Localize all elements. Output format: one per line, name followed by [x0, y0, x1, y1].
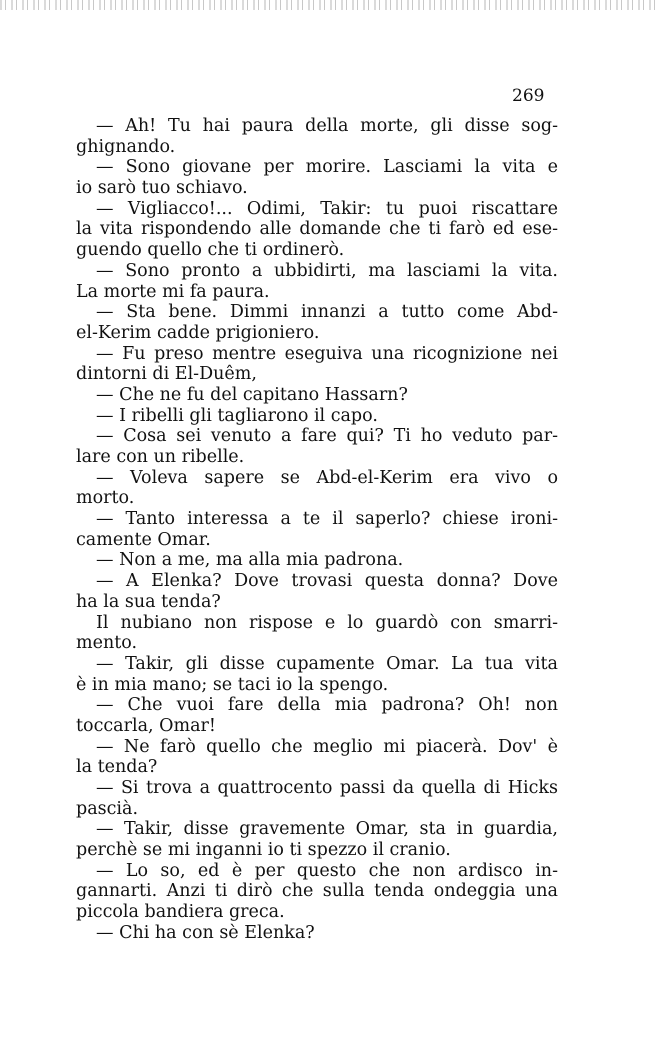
text-line: ghignando. [76, 136, 176, 157]
text-line: perchè se mi inganni io ti spezzo il cranio. [76, 840, 451, 861]
text-line: mento. [76, 633, 138, 654]
text-line: La morte mi fa paura. [76, 281, 270, 302]
text-line: Il nubiano non rispose e lo guardò con smarri- [96, 612, 558, 633]
text-line: — Voleva sapere se Abd-el-Kerim era vivo o [96, 467, 558, 488]
text-line: la tenda? [76, 757, 158, 778]
text-line: — Sono giovane per morire. Lasciami la vita e [96, 157, 558, 178]
text-line: toccarla, Omar! [76, 715, 216, 736]
text-block [76, 116, 558, 943]
text-line: — Che ne fu del capitano Hassarn? [96, 384, 408, 405]
page-number: 269 [512, 86, 545, 106]
text-line: camente Omar. [76, 529, 211, 550]
text-line: — Cosa sei venuto a fare qui? Ti ho veduto par- [96, 426, 558, 447]
text-line: lare con un ribelle. [76, 447, 245, 467]
text-line: guendo quello che ti ordinerò. [76, 240, 345, 261]
text-line: — I ribelli gli tagliarono il capo. [96, 405, 378, 426]
text-line: — Tanto interessa a te il saperlo? chiese ironi- [96, 509, 558, 530]
text-line: è in mia mano; se taci io la spengo. [76, 674, 389, 695]
text-line: — Sono pronto a ubbidirti, ma lasciami la vita. [96, 260, 558, 281]
text-line: — Takir, disse gravemente Omar, sta in guardia, [96, 819, 558, 840]
text-line: — Lo so, ed è per questo che non ardisco in- [96, 860, 558, 881]
text-line: gannarti. Anzi ti dirò che sulla tenda ondeggia una [76, 881, 558, 902]
page-top-edge [0, 0, 658, 10]
text-line: — Vigliacco!... Odimi, Takir: tu puoi riscattare [96, 198, 558, 219]
text-line: — Sta bene. Dimmi innanzi a tutto come Abd- [96, 302, 558, 323]
text-line: — Takir, gli disse cupamente Omar. La tua vita [96, 653, 558, 674]
text-line: — Ne farò quello che meglio mi piacerà. Dov' è [96, 736, 558, 757]
text-line: io sarò tuo schiavo. [76, 178, 248, 199]
text-line: ha la sua tenda? [76, 591, 221, 612]
text-line: — Si trova a quattrocento passi da quella di Hicks [96, 778, 558, 798]
text-line: — A Elenka? Dove trovasi questa donna? Dove [96, 571, 558, 592]
text-line: — Non a me, ma alla mia padrona. [96, 550, 404, 571]
text-line: — Fu preso mentre eseguiva una ricognizione nei [96, 343, 558, 364]
text-line: — Ah! Tu hai paura della morte, gli disse sog- [96, 116, 558, 136]
text-line: la vita rispondendo alle domande che ti farò ed ese- [76, 219, 558, 240]
text-line: — Che vuoi fare della mia padrona? Oh! non [96, 695, 558, 716]
text-line: pascià. [76, 798, 139, 819]
text-line: dintorni di El-Duêm, [76, 364, 257, 385]
text-line: morto. [76, 488, 135, 509]
text-line: piccola bandiera greca. [76, 902, 285, 923]
text-line: — Chi ha con sè Elenka? [96, 922, 315, 943]
text-line: el-Kerim cadde prigioniero. [76, 322, 320, 343]
